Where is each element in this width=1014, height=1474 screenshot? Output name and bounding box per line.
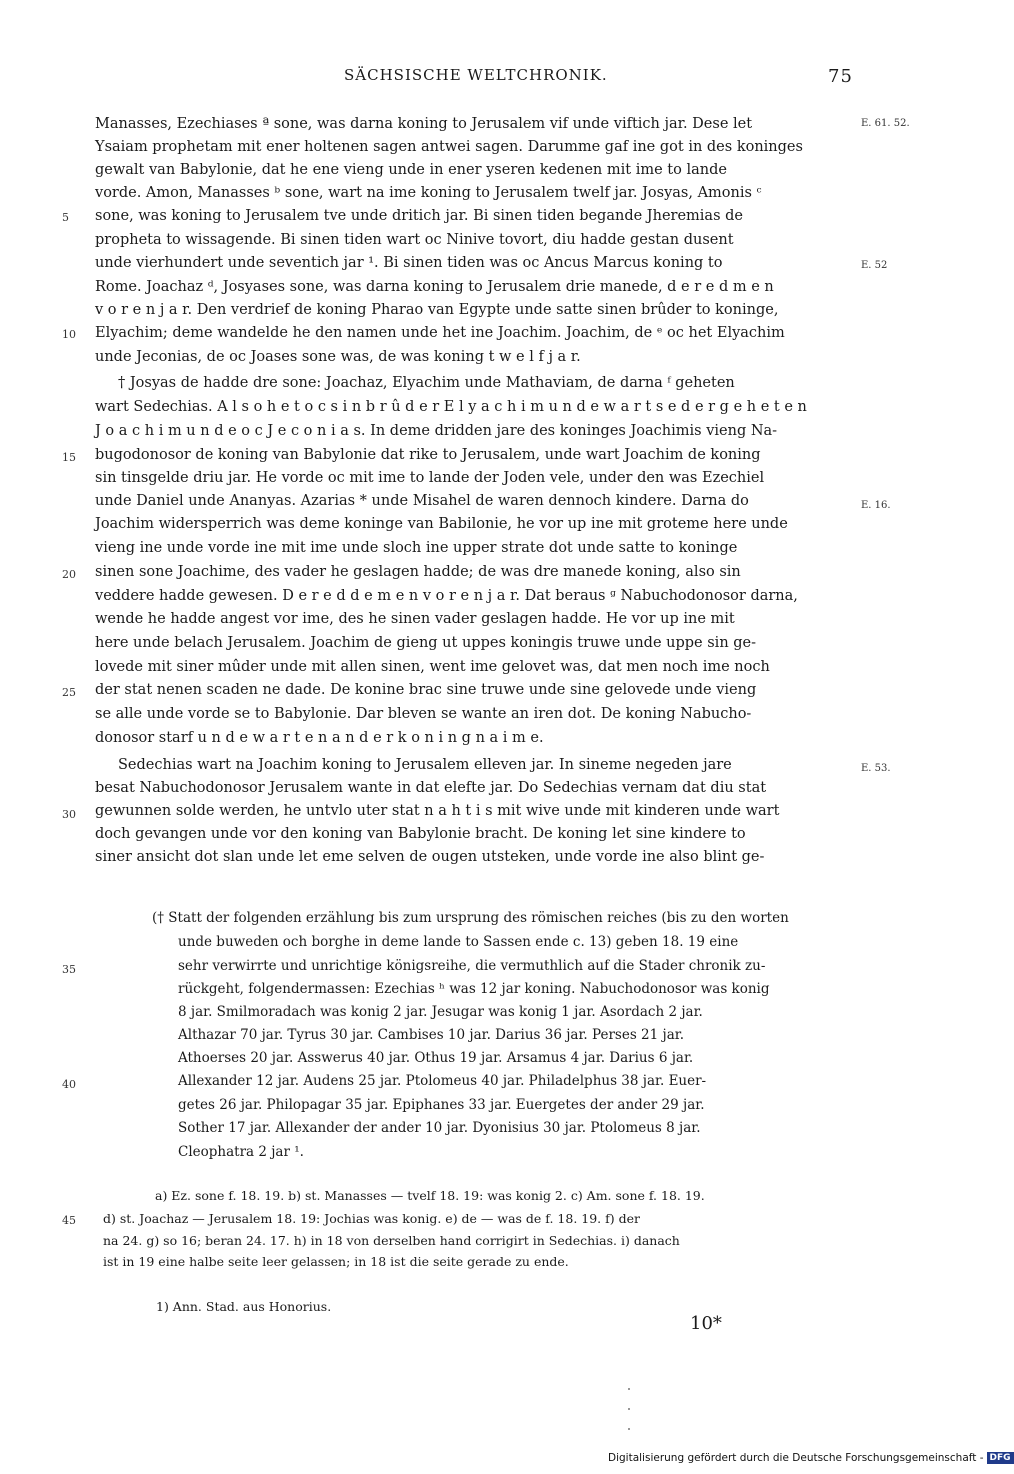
footnote-line: Cleophatra 2 jar ¹.	[178, 1144, 304, 1160]
apparatus-line: na 24. g) so 16; beran 24. 17. h) in 18 von derselben hand corrigirt in Sedechias. i) danach	[103, 1233, 680, 1248]
line-number: 15	[62, 451, 76, 464]
text-line: Rome. Joachaz ᵈ, Josyases sone, was darna koning to Jerusalem drie manede, d e r e d m e n	[95, 279, 774, 295]
footnote-line: Athoerses 20 jar. Asswerus 40 jar. Othus 19 jar. Arsamus 4 jar. Darius 6 jar.	[178, 1050, 694, 1066]
text-line: Elyachim; deme wandelde he den namen unde het ine Joachim. Joachim, de ᵉ oc het Elyachim	[95, 325, 785, 341]
text-line: † Josyas de hadde dre sone: Joachaz, Elyachim unde Mathaviam, de darna ᶠ geheten	[118, 375, 735, 391]
apparatus-line: a) Ez. sone f. 18. 19. b) st. Manasses — tvelf 18. 19: was konig 2. c) Am. sone f. 18. 19.	[155, 1188, 705, 1203]
text-line: unde vierhundert unde seventich jar ¹. Bi sinen tiden was oc Ancus Marcus koning to	[95, 255, 723, 271]
speck-mark	[628, 1408, 630, 1410]
text-line: gewalt van Babylonie, dat he ene vieng unde in ener yseren kedenen mit ime to lande	[95, 162, 727, 178]
line-number: 25	[62, 686, 76, 699]
text-line: here unde belach Jerusalem. Joachim de gieng ut uppes koningis truwe unde uppe sin ge-	[95, 635, 757, 651]
footnote-line: 8 jar. Smilmoradach was konig 2 jar. Jesugar was konig 1 jar. Asordach 2 jar.	[178, 1004, 703, 1020]
text-line: v o r e n j a r. Den verdrief de koning Pharao van Egypte unde satte sinen brûder to koninge,	[95, 302, 779, 318]
text-line: doch gevangen unde vor den koning van Babylonie bracht. De koning let sine kindere to	[95, 826, 746, 842]
footnote-line: Sother 17 jar. Allexander der ander 10 jar. Dyonisius 30 jar. Ptolomeus 8 jar.	[178, 1120, 701, 1136]
text-line: se alle unde vorde se to Babylonie. Dar bleven se wante an iren dot. De koning Nabucho-	[95, 706, 752, 722]
text-line: sin tinsgelde driu jar. He vorde oc mit ime to lande der Joden vele, under den was Ezechiel	[95, 470, 765, 486]
text-line: sinen sone Joachime, des vader he geslagen hadde; de was dre manede koning, also sin	[95, 564, 741, 580]
line-number: 5	[62, 211, 69, 224]
footnote-line: († Statt der folgenden erzählung bis zum ursprung des römischen reiches (bis zu den worten	[152, 910, 789, 926]
footnote-line: unde buweden och borghe in deme lande to Sassen ende c. 13) geben 18. 19 eine	[178, 934, 739, 950]
footnote-line: sehr verwirrte und unrichtige königsreihe, die vermuthlich auf die Stader chronik zu-	[178, 958, 766, 974]
text-line: Joachim widersperrich was deme koninge van Babilonie, he vor up ine mit groteme here unde	[95, 516, 788, 532]
text-line: propheta to wissagende. Bi sinen tiden wart oc Ninive tovort, diu hadde gestan dusent	[95, 232, 734, 248]
text-line: wende he hadde angest vor ime, des he sinen vader geslagen hadde. He vor up ine mit	[95, 611, 735, 627]
margin-reference: E. 61. 52.	[861, 118, 910, 129]
text-line: Sedechias wart na Joachim koning to Jerusalem elleven jar. In sineme negeden jare	[118, 757, 732, 773]
text-line: vorde. Amon, Manasses ᵇ sone, wart na ime koning to Jerusalem twelf jar. Josyas, Amonis ᶜ	[95, 185, 762, 201]
margin-reference: E. 53.	[861, 763, 891, 774]
running-header-title: SÄCHSISCHE WELTCHRONIK.	[344, 66, 608, 84]
source-footnote: 1) Ann. Stad. aus Honorius.	[156, 1299, 332, 1314]
apparatus-line: d) st. Joachaz — Jerusalem 18. 19: Jochias was konig. e) de — was de f. 18. 19. f) der	[103, 1211, 640, 1226]
line-number: 10	[62, 328, 76, 341]
line-number: 30	[62, 808, 76, 821]
text-line: gewunnen solde werden, he untvlo uter stat n a h t i s mit wive unde mit kinderen unde wart	[95, 803, 780, 819]
text-line: der stat nenen scaden ne dade. De konine brac sine truwe unde sine gelovede unde vieng	[95, 682, 757, 698]
text-line: lovede mit siner mûder unde mit allen sinen, went ime gelovet was, dat men noch ime noch	[95, 659, 770, 675]
text-line: siner ansicht dot slan unde let eme selven de ougen utsteken, unde vorde ine also blint ge-	[95, 849, 765, 865]
footnote-line: getes 26 jar. Philopagar 35 jar. Epiphanes 33 jar. Euergetes der ander 29 jar.	[178, 1097, 705, 1113]
margin-reference: E. 16.	[861, 500, 891, 511]
signature-mark: 10*	[690, 1313, 722, 1334]
footnote-line: Allexander 12 jar. Audens 25 jar. Ptolomeus 40 jar. Philadelphus 38 jar. Euer-	[178, 1073, 707, 1089]
text-line: vieng ine unde vorde ine mit ime unde sloch ine upper strate dot unde satte to koninge	[95, 540, 738, 556]
text-line: unde Daniel unde Ananyas. Azarias * unde Misahel de waren dennoch kindere. Darna do	[95, 493, 749, 509]
apparatus-line: ist in 19 eine halbe seite leer gelassen; in 18 ist die seite gerade zu ende.	[103, 1254, 569, 1269]
text-line: donosor starf u n d e w a r t e n a n d e r k o n i n g n a i m e.	[95, 730, 544, 746]
text-line: wart Sedechias. A l s o h e t o c s i n b r û d e r E l y a c h i m u n d e w a r t s e d e r g e h e t e n	[95, 399, 807, 415]
margin-reference: E. 52	[861, 260, 888, 271]
page-number: 75	[828, 66, 853, 87]
digitization-footer	[608, 1452, 1014, 1464]
text-line: sone, was koning to Jerusalem tve unde dritich jar. Bi sinen tiden begande Jheremias de	[95, 208, 743, 224]
text-line: bugodonosor de koning van Babylonie dat rike to Jerusalem, unde wart Joachim de koning	[95, 447, 761, 463]
footnote-line: Althazar 70 jar. Tyrus 30 jar. Cambises 10 jar. Darius 36 jar. Perses 21 jar.	[178, 1027, 685, 1043]
line-number: 40	[62, 1078, 76, 1091]
speck-mark	[628, 1428, 630, 1430]
line-number: 20	[62, 568, 76, 581]
speck-mark	[628, 1388, 630, 1390]
footer-text: Digitalisierung gefördert durch die Deutsche Forschungsgemeinschaft -	[608, 1452, 984, 1464]
text-line: J o a c h i m u n d e o c J e c o n i a s. In deme dridden jare des koninges Joachimis vieng Na-	[95, 423, 778, 439]
text-line: veddere hadde gewesen. D e r e d d e m e n v o r e n j a r. Dat beraus ᵍ Nabuchodonosor darna,	[95, 588, 798, 604]
text-line: Ysaiam prophetam mit ener holtenen sagen antwei sagen. Darumme gaf ine got in des koninges	[95, 139, 803, 155]
text-line: Manasses, Ezechiases ª sone, was darna koning to Jerusalem vif unde viftich jar. Dese let	[95, 116, 753, 132]
line-number: 45	[62, 1214, 76, 1227]
dfg-logo: DFG	[987, 1452, 1014, 1464]
text-line: unde Jeconias, de oc Joases sone was, de was koning t w e l f j a r.	[95, 349, 581, 365]
line-number: 35	[62, 963, 76, 976]
text-line: besat Nabuchodonosor Jerusalem wante in dat elefte jar. Do Sedechias vernam dat diu stat	[95, 780, 767, 796]
footnote-line: rückgeht, folgendermassen: Ezechias ʰ was 12 jar koning. Nabuchodonosor was konig	[178, 981, 770, 997]
